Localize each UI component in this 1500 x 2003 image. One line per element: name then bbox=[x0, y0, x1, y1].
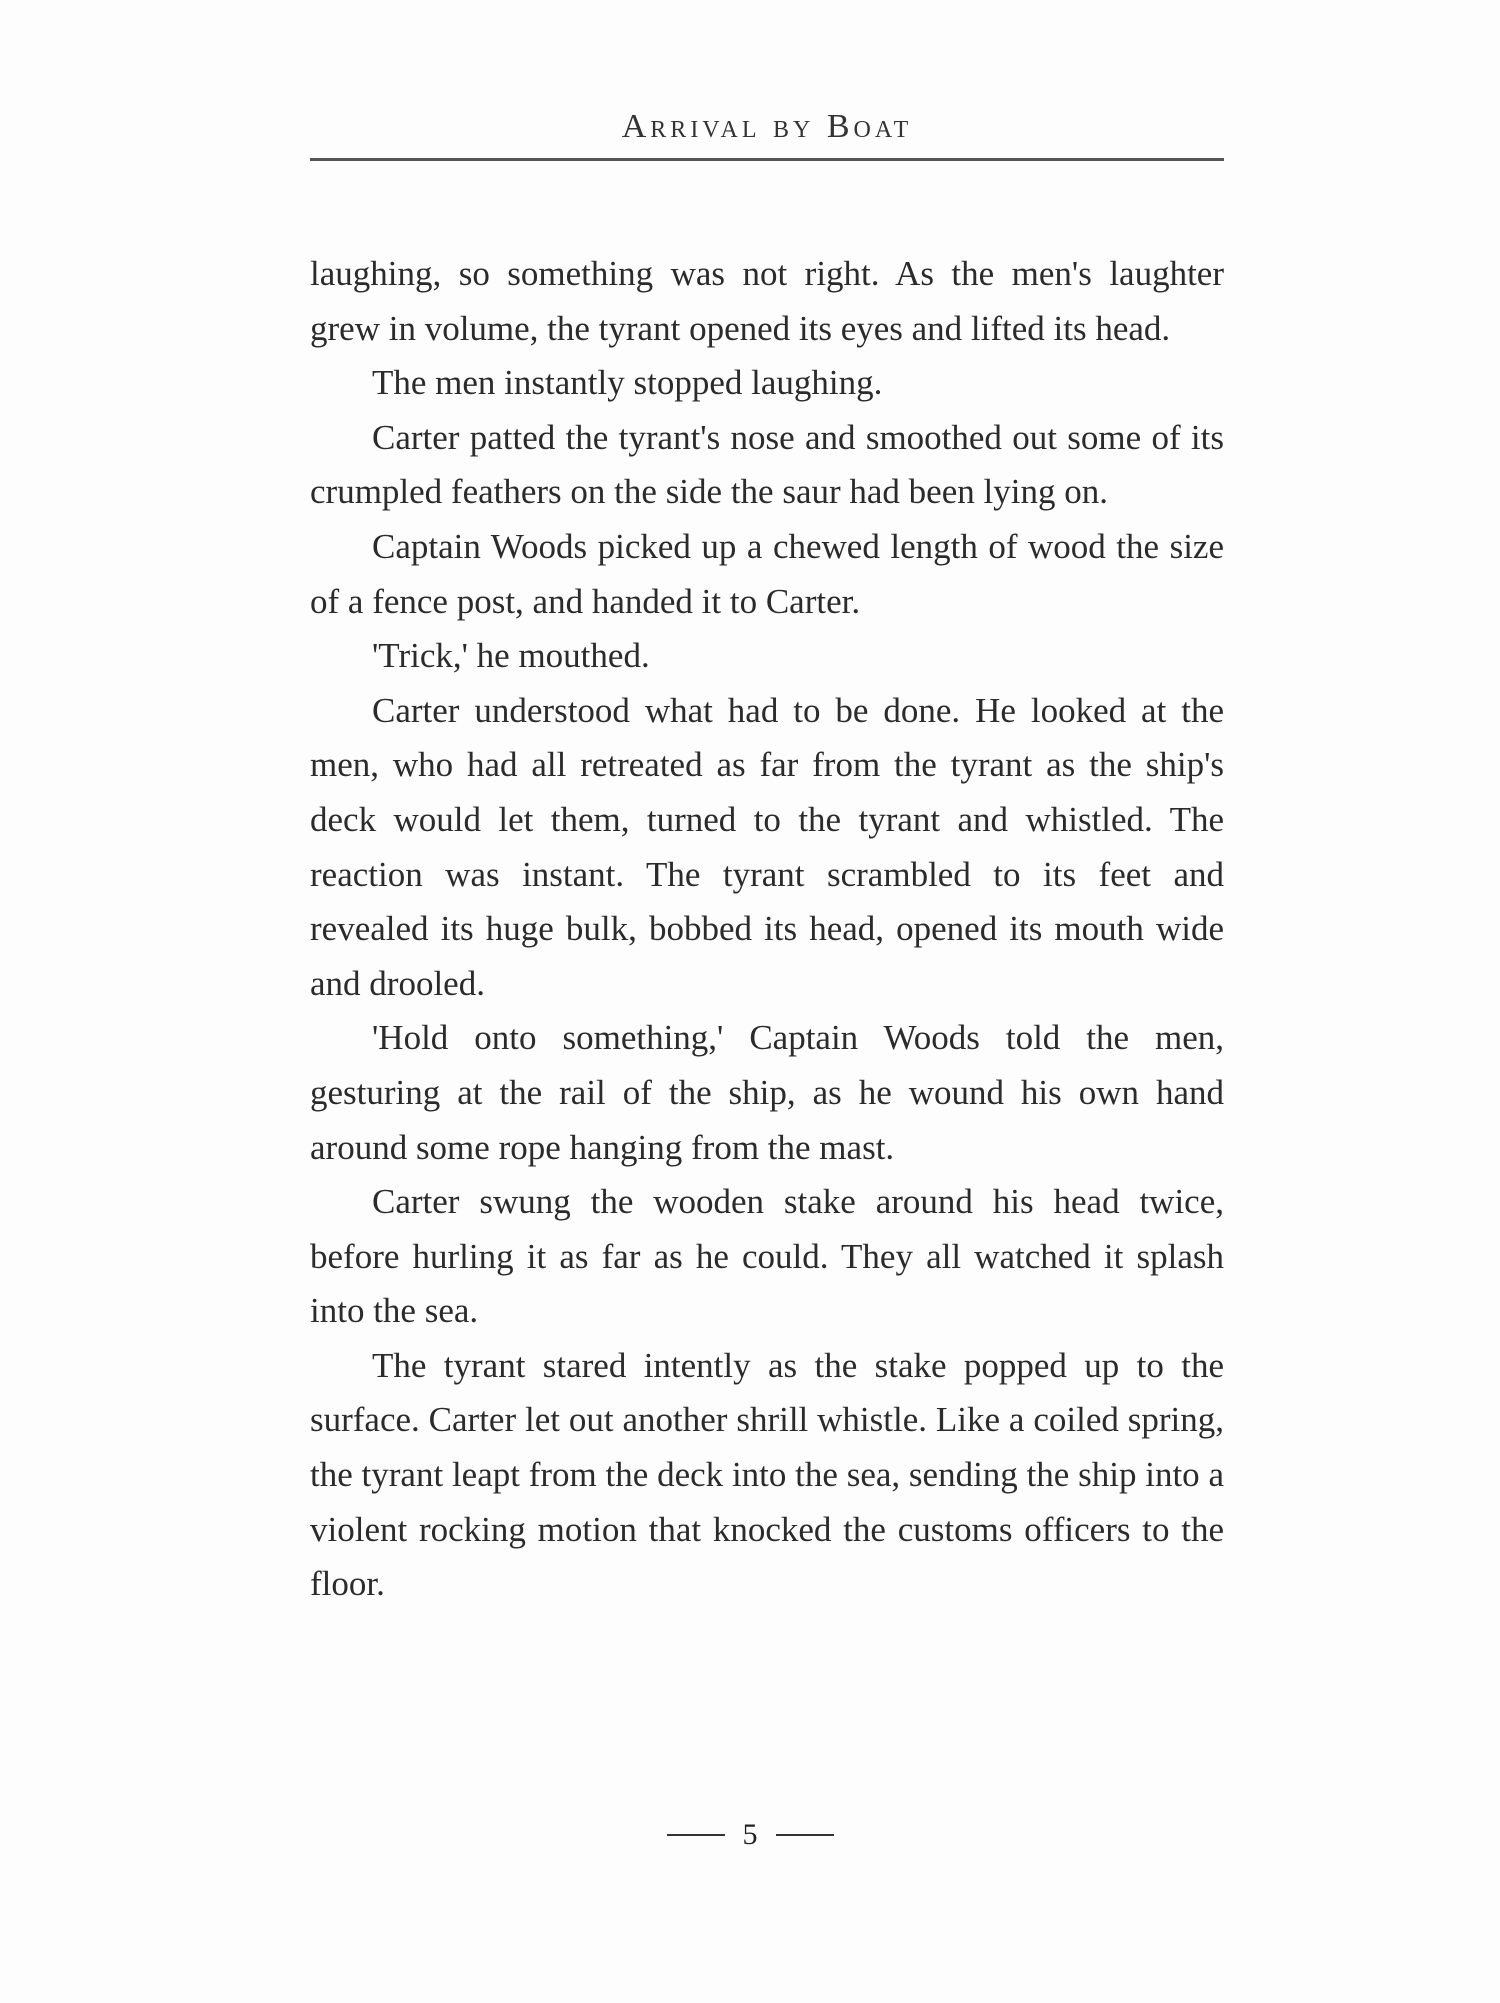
page-footer bbox=[0, 1818, 1500, 1852]
paragraph: 'Trick,' he mouthed. bbox=[372, 636, 650, 676]
paragraph: laughing, so something was not right. As the men's laughter grew in volume, the tyrant opened its eyes and lifted its head. bbox=[310, 254, 1224, 348]
paragraph: 'Hold onto something,' Captain Woods told the men, gesturing at the rail of the ship, as he wound his own hand around some rope hanging from the mast. bbox=[310, 1018, 1224, 1167]
paragraph: Carter patted the tyrant's nose and smoothed out some of its crumpled feathers on the side the saur had been lying on. bbox=[310, 417, 1224, 512]
paragraph: Captain Woods picked up a chewed length of wood the size of a fence post, and handed it to Carter. bbox=[310, 526, 1224, 621]
paragraph: The men instantly stopped laughing. bbox=[372, 363, 883, 403]
paragraph: The tyrant stared intently as the stake popped up to the surface. Carter let out another shrill whistle. Like a coiled spring, the tyrant leapt from the deck into the sea, sending the ship into a violent rocking motion that knocked the customs officers to the floor. bbox=[310, 1345, 1224, 1604]
chapter-title: Arrival by Boat bbox=[621, 108, 913, 145]
body-text bbox=[310, 247, 1224, 1612]
paragraph: Carter understood what had to be done. He looked at the men, who had all retreated as far from the tyrant as the ship's deck would let them, turned to the tyrant and whistled. The reaction was instant. The tyrant scrambled to its feet and revealed its huge bulk, bobbed its head, opened its mouth wide and drooled. bbox=[310, 690, 1224, 1003]
footer-rule-right bbox=[776, 1834, 834, 1836]
footer-rule-left bbox=[667, 1834, 725, 1836]
header-rule bbox=[310, 158, 1224, 161]
page-number: 5 bbox=[742, 1818, 758, 1851]
running-header bbox=[310, 108, 1224, 146]
paragraph: Carter swung the wooden stake around his head twice, before hurling it as far as he could. They all watched it splash into the sea. bbox=[310, 1182, 1224, 1331]
